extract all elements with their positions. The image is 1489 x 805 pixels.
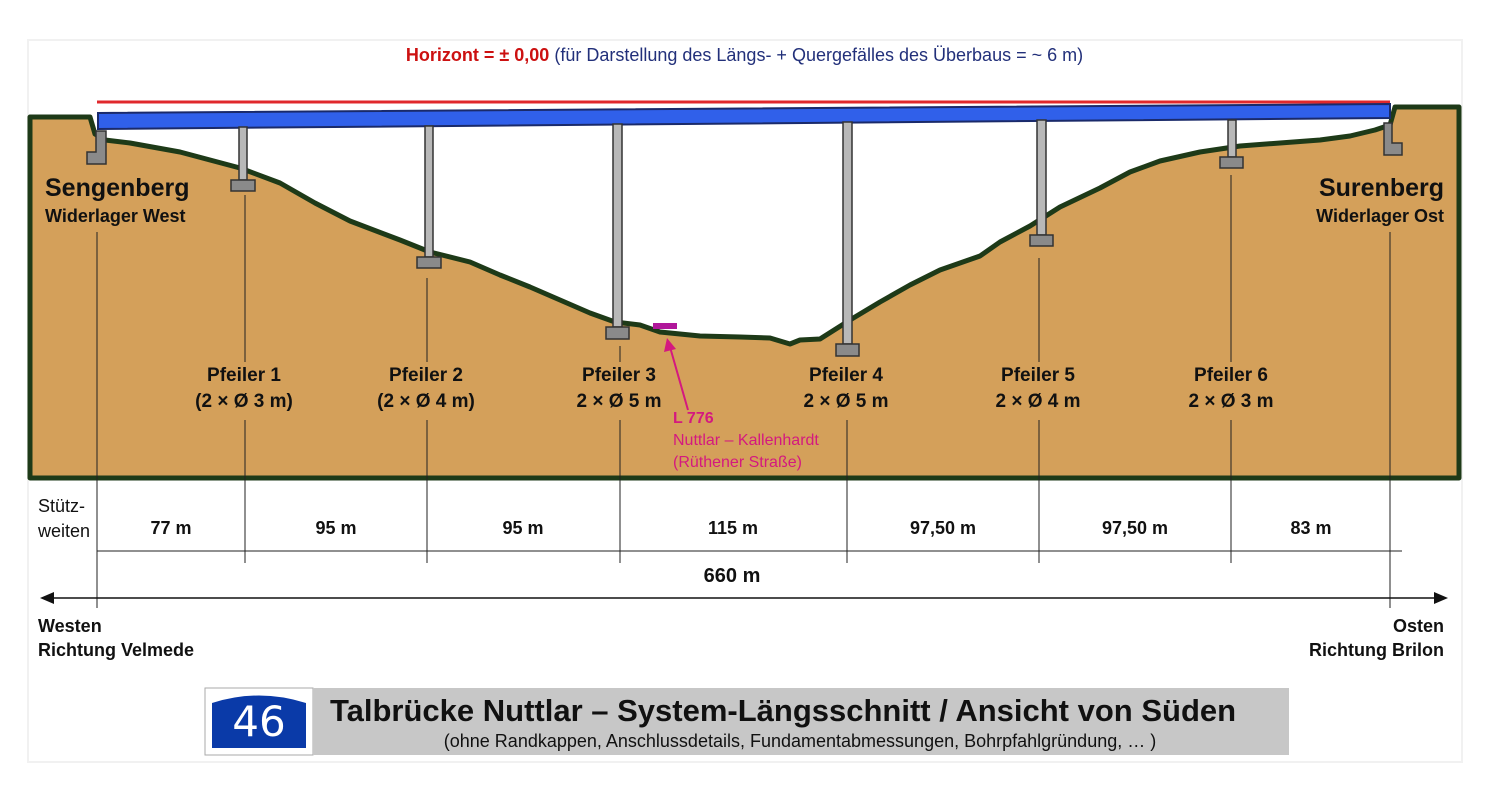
- direction-west: [38, 614, 194, 662]
- span-label: [38, 494, 90, 544]
- pier-5-name: Pfeiler 5: [1001, 365, 1075, 386]
- west-abutment-sub: Widerlager West: [45, 206, 186, 226]
- road-street: (Rüthener Straße): [673, 454, 802, 471]
- span-7: 83 m: [1290, 518, 1332, 538]
- pier-3-dim: 2 × Ø 5 m: [576, 391, 662, 412]
- pier-4-dim: 2 × Ø 5 m: [803, 391, 889, 412]
- pier-1-name: Pfeiler 1: [207, 365, 281, 386]
- shield-number: 46: [232, 697, 286, 746]
- road-marker: [653, 323, 677, 329]
- footer-subtitle: (ohne Randkappen, Anschlussdetails, Fundamentabmessungen, Bohrpfahlgründung, … ): [443, 731, 1157, 751]
- total-length: 660 m: [703, 565, 761, 587]
- span-2: 95 m: [315, 518, 357, 538]
- east-abutment-name: Surenberg: [1318, 174, 1444, 202]
- span-6: 97,50 m: [1101, 518, 1169, 538]
- pier-6-label: [1151, 363, 1311, 415]
- pier-1: [231, 127, 255, 191]
- span-3: 95 m: [502, 518, 544, 538]
- direction-east-line2: Richtung Brilon: [1309, 640, 1444, 660]
- span-1: 77 m: [150, 518, 192, 538]
- span-label-line1: Stütz-: [38, 496, 86, 516]
- pier-4-name: Pfeiler 4: [809, 365, 883, 386]
- direction-west-line2: Richtung Velmede: [38, 640, 195, 660]
- pier-3-name: Pfeiler 3: [582, 365, 656, 386]
- pier-6-name: Pfeiler 6: [1194, 365, 1268, 386]
- direction-east-line1: Osten: [1392, 616, 1444, 636]
- east-abutment-sub: Widerlager Ost: [1316, 206, 1444, 226]
- pier-5-label: [958, 363, 1118, 415]
- total-length-arrow: [40, 592, 1448, 604]
- pier-3: [606, 124, 629, 339]
- pier-2-dim: (2 × Ø 4 m): [377, 391, 475, 412]
- pier-2-name: Pfeiler 2: [389, 365, 463, 386]
- span-5: 97,50 m: [909, 518, 977, 538]
- road-id: L 776: [673, 410, 714, 427]
- bridge-deck: [98, 104, 1390, 129]
- direction-west-line1: Westen: [38, 616, 102, 636]
- pier-1-label: [164, 363, 324, 415]
- pier-6-dim: 2 × Ø 3 m: [1188, 391, 1274, 412]
- pier-5-dim: 2 × Ø 4 m: [995, 391, 1081, 412]
- road-name: Nuttlar – Kallenhardt: [673, 432, 819, 449]
- horizon-note: (für Darstellung des Längs- + Quergefälles des Überbaus = ~ 6 m): [554, 45, 1084, 65]
- span-label-line2: weiten: [38, 521, 91, 541]
- footer-title: Talbrücke Nuttlar – System-Längsschnitt / Ansicht von Süden: [330, 693, 1237, 728]
- west-abutment-name: Sengenberg: [45, 174, 190, 202]
- pier-1-dim: (2 × Ø 3 m): [195, 391, 293, 412]
- road-label: [673, 408, 819, 474]
- horizon-label: Horizont = ± 0,00: [405, 45, 550, 65]
- horizon-caption: [0, 45, 1489, 66]
- pier-2-label: [346, 363, 506, 415]
- direction-east: [1244, 614, 1444, 662]
- span-4: 115 m: [707, 518, 759, 538]
